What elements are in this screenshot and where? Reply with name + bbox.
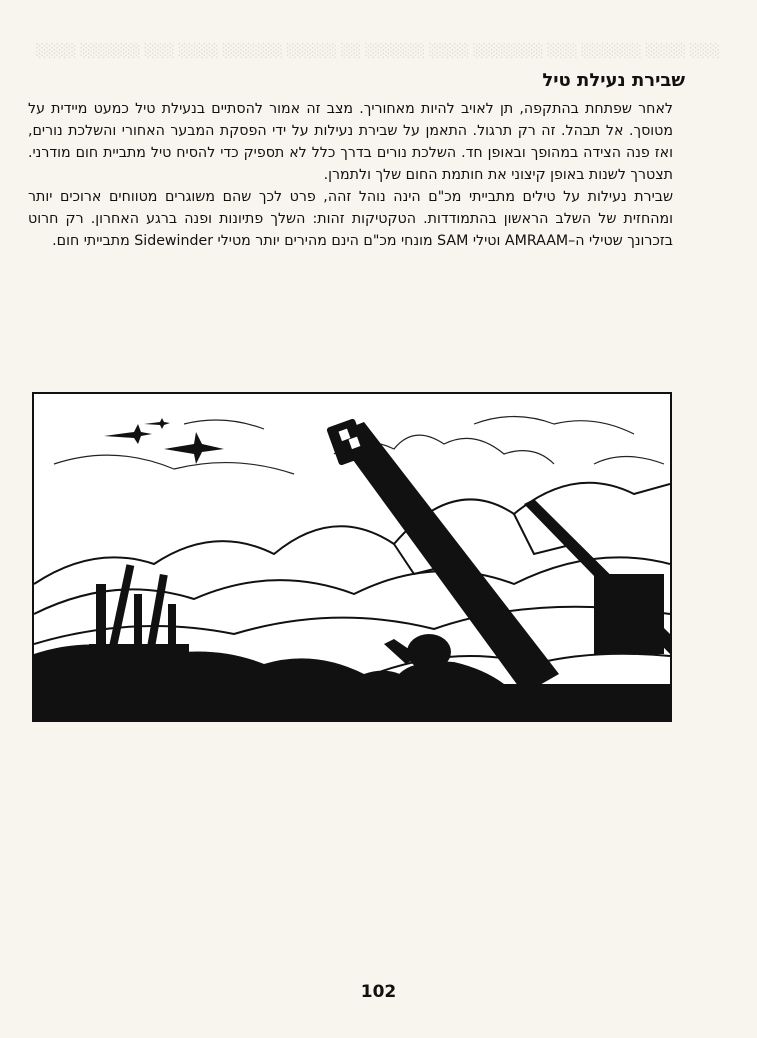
page-number: 102 (360, 982, 397, 1002)
section-title: שבירת נעילת טיל (542, 70, 685, 91)
jet-formation-icon (104, 418, 224, 464)
aa-gun-illustration (32, 392, 672, 722)
paragraph: שבירת נעילות על טילים מתבייתי מכ"ם הינה נוהל זהה, פרט לכך שהם משוגרים מטווחים ארוכים יותר ומהחזית של השלב הראשון בהתמודדות. הטקטיקות זהות: השלך פתיונות ופנה ברגע האחרון. רק חרוט בזכרונך שטילי ה–AMRAAM וטילי SAM מונחי מכ"ם הינם מהירים יותר מטילי Sidewinder מתבייתי חום. (28, 189, 673, 249)
bleed-through-text: ░░░ ░░░░ ░░░░░░ ░░░ ░░░░░░░ ░░░░ ░░░░░░ ░░ ░░░░░ ░░░░░░ ░░░░ ░░░ ░░░░░░ ░░░░ (36, 44, 720, 59)
paragraph: לאחר שפתחת בהתקפה, תן לאויב להיות מאחוריך. מצב זה אמור להסתיים בנעילת טיל כמעט מיידית על מטוסך. אל תבהל. זה רק תרגול. התאמן על שבירת נעילות על ידי הפסקת המבער האחורי והשלכת נורים, ואז פנה הצידה במהופך ובאופן חד. השלכת נורים בדרך כלל לא תספיק כדי להסיח טיל מתביית חום מודרני. תצטרך לשנות באופן קיצוני את חותמת החום שלך ולתמרן. (28, 101, 673, 183)
illustration-svg (34, 394, 670, 720)
sam-launcher-icon (89, 564, 189, 664)
article-body (28, 98, 673, 252)
aa-gun-second-barrel-icon (524, 499, 670, 654)
